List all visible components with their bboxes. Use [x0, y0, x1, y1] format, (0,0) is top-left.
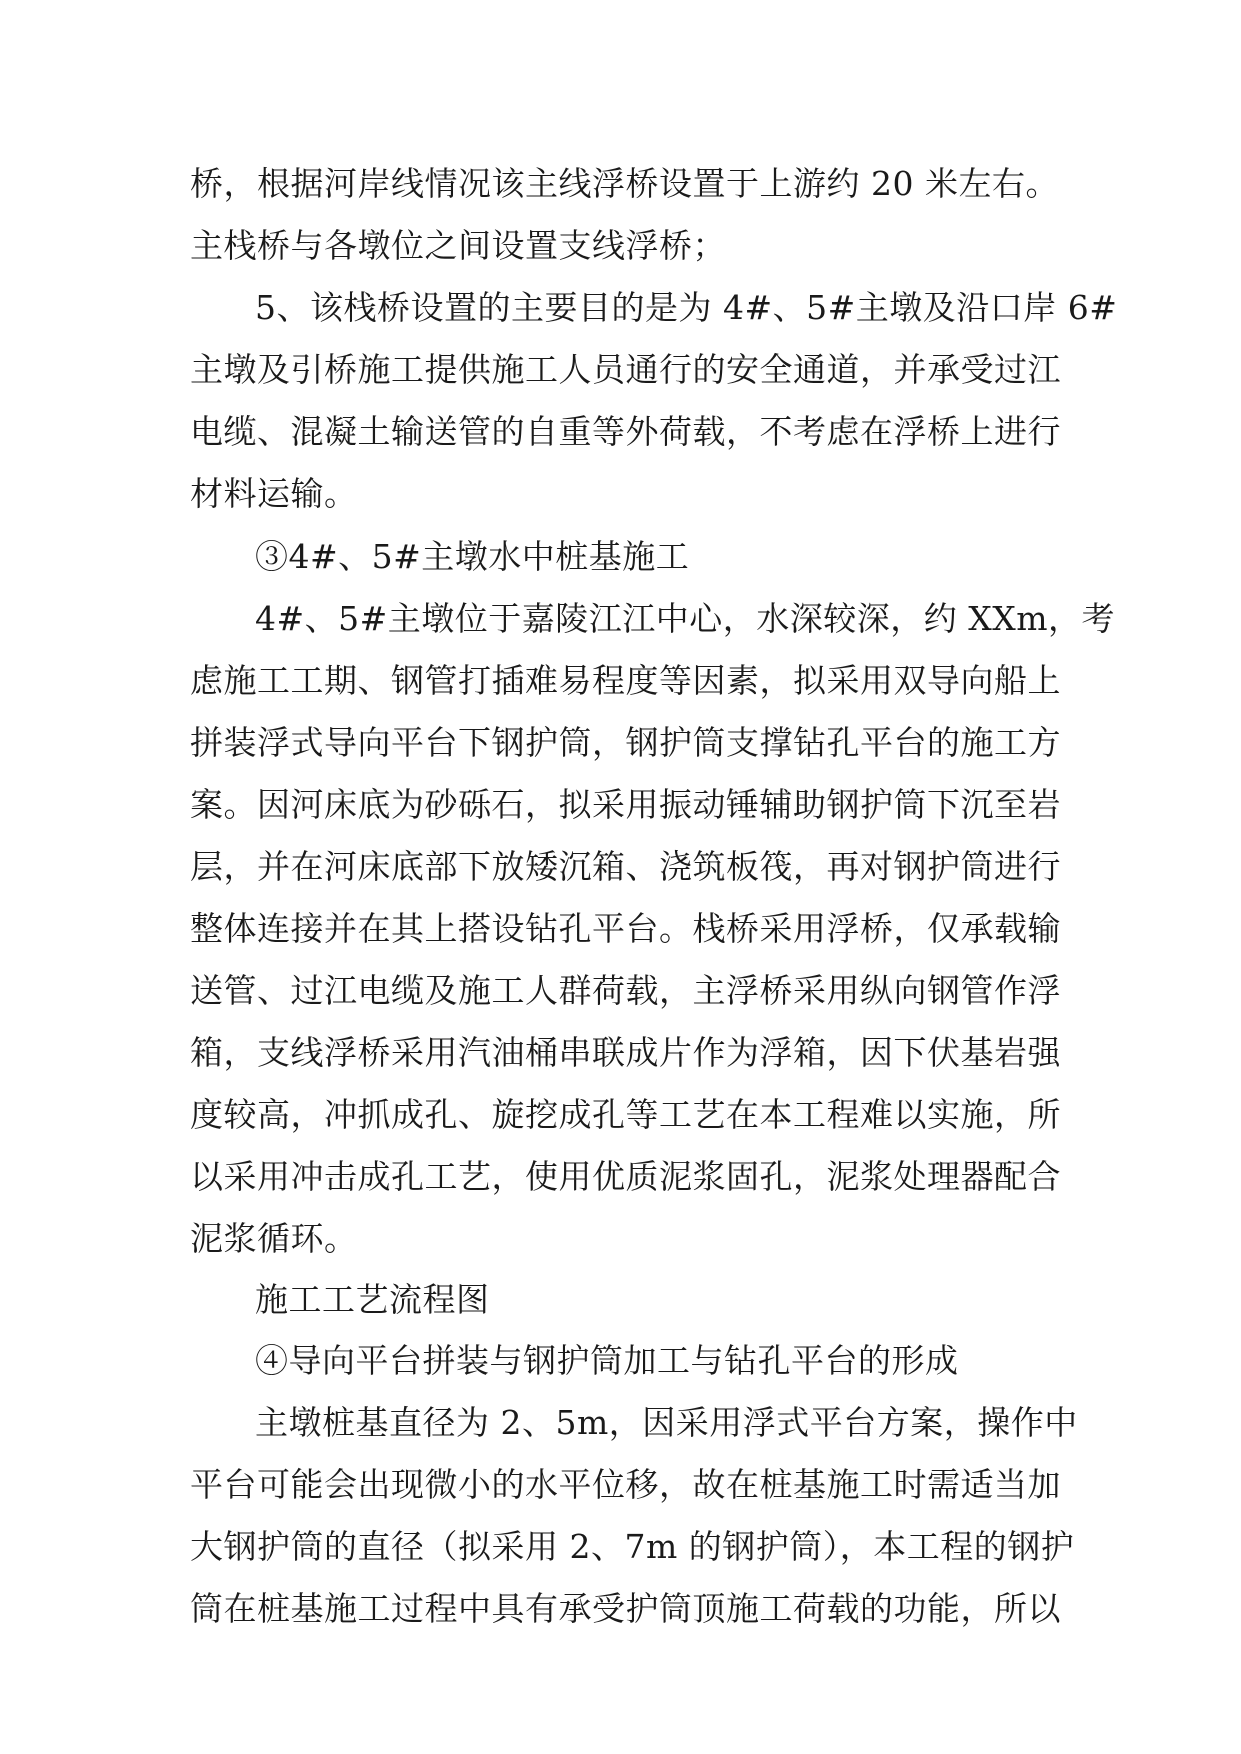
- text-line: 桥，根据河岸线情况该主线浮桥设置于上游约 20 米左右。: [190, 164, 1059, 203]
- text-line: 电缆、混凝土输送管的自重等外荷载，不考虑在浮桥上进行: [190, 412, 1061, 451]
- text-line: 4#、5#主墩位于嘉陵江江中心，水深较深，约 XXm，考: [255, 599, 1116, 638]
- section-heading: ④导向平台拼装与钢护筒加工与钻孔平台的形成: [255, 1341, 959, 1380]
- text-line: 主墩及引桥施工提供施工人员通行的安全通道，并承受过江: [190, 350, 1061, 389]
- text-line: 筒在桩基施工过程中具有承受护筒顶施工荷载的功能，所以: [190, 1589, 1061, 1628]
- text-line: 案。因河床底为砂砾石，拟采用振动锤辅助钢护筒下沉至岩: [190, 785, 1061, 824]
- text-line: 箱，支线浮桥采用汽油桶串联成片作为浮箱，因下伏基岩强: [190, 1033, 1061, 1072]
- text-line: 5、该栈桥设置的主要目的是为 4#、5#主墩及沿口岸 6#: [255, 288, 1118, 327]
- text-line: 大钢护筒的直径（拟采用 2、7m 的钢护筒），本工程的钢护: [190, 1527, 1075, 1566]
- text-line: 以采用冲击成孔工艺，使用优质泥浆固孔，泥浆处理器配合: [190, 1157, 1061, 1196]
- text-line: 送管、过江电缆及施工人群荷载，主浮桥采用纵向钢管作浮: [190, 971, 1061, 1010]
- text-line: 主栈桥与各墩位之间设置支线浮桥；: [190, 226, 726, 265]
- section-heading: ③4#、5#主墩水中桩基施工: [255, 537, 690, 576]
- text-line: 拼装浮式导向平台下钢护筒，钢护筒支撑钻孔平台的施工方: [190, 723, 1061, 762]
- text-line: 度较高，冲抓成孔、旋挖成孔等工艺在本工程难以实施，所: [190, 1095, 1061, 1134]
- text-line: 主墩桩基直径为 2、5m，因采用浮式平台方案，操作中: [255, 1403, 1078, 1442]
- text-line: 整体连接并在其上搭设钻孔平台。栈桥采用浮桥，仅承载输: [190, 909, 1061, 948]
- text-line: 泥浆循环。: [190, 1219, 358, 1258]
- text-line: 虑施工工期、钢管打插难易程度等因素，拟采用双导向船上: [190, 661, 1061, 700]
- text-line: 平台可能会出现微小的水平位移，故在桩基施工时需适当加: [190, 1465, 1061, 1504]
- text-line: 材料运输。: [190, 474, 358, 513]
- text-line: 层，并在河床底部下放矮沉箱、浇筑板筏，再对钢护筒进行: [190, 847, 1061, 886]
- section-heading: 施工工艺流程图: [255, 1280, 490, 1319]
